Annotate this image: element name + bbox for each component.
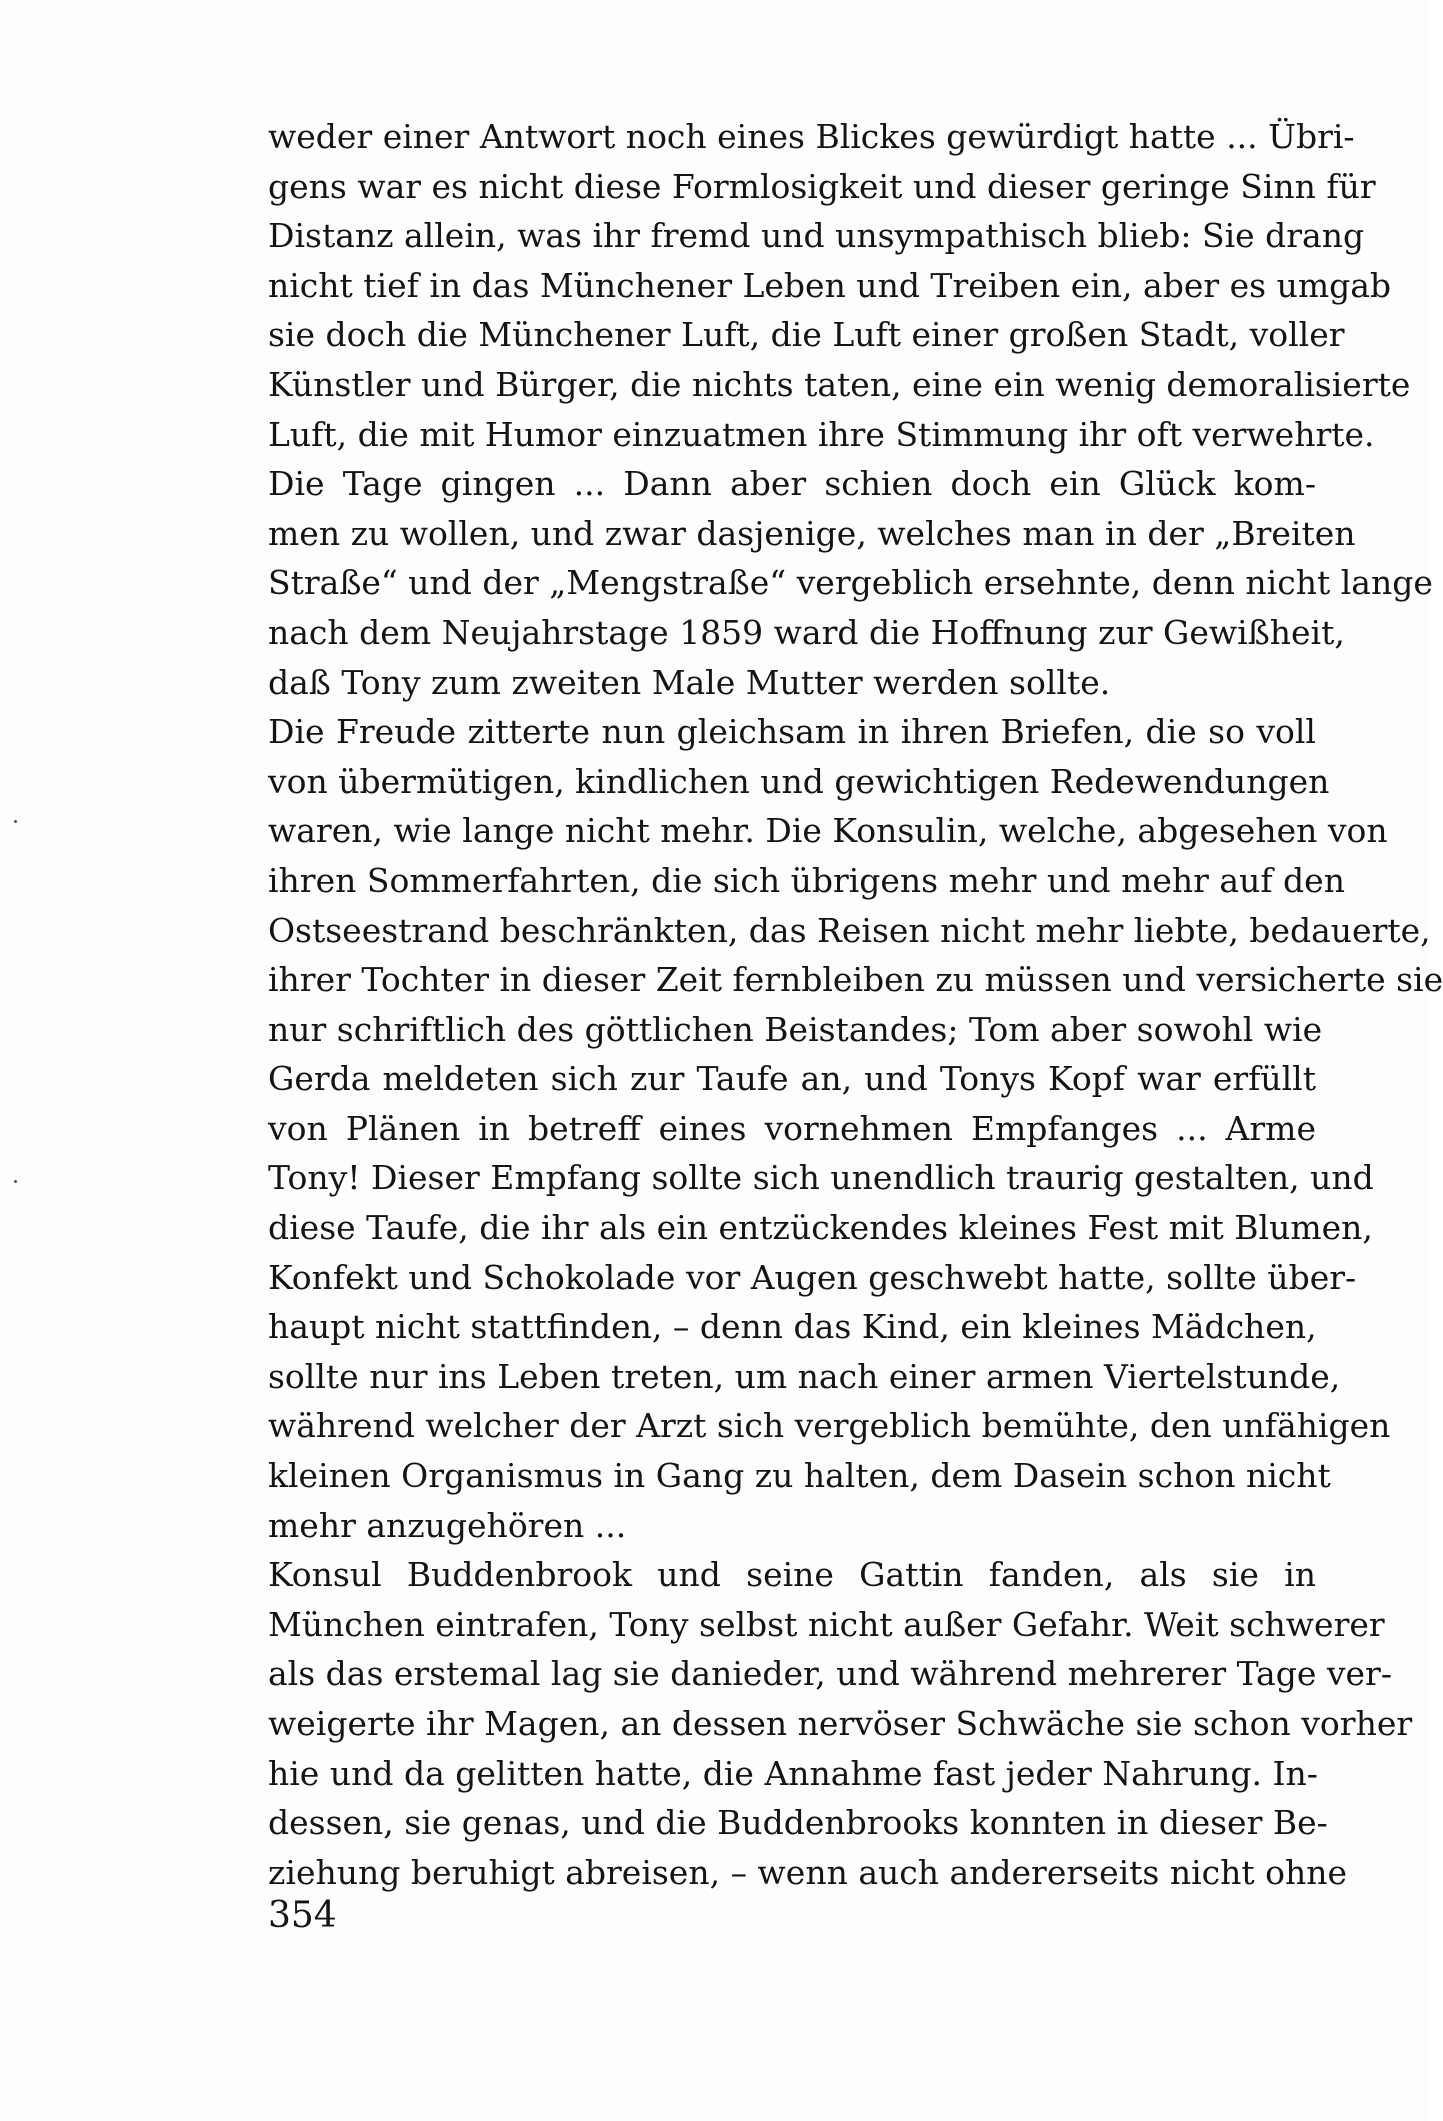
text-line: von Plänen in betreff eines vornehmen Empfanges ... Arme — [268, 1108, 1316, 1148]
text-line: ihren Sommerfahrten, die sich übrigens mehr und mehr auf den — [268, 860, 1345, 900]
text-line: Die Freude zitterte nun gleichsam in ihren Briefen, die so voll — [268, 712, 1316, 752]
text-line: Ostseestrand beschränkten, das Reisen nicht mehr liebte, bedauerte, — [268, 910, 1431, 950]
text-line: weder einer Antwort noch eines Blickes gewürdigt hatte ... Übri- — [268, 117, 1355, 156]
scan-speck — [14, 820, 17, 823]
text-line: Tony! Dieser Empfang sollte sich unendlich traurig gestalten, und — [268, 1158, 1374, 1198]
paragraph — [268, 707, 1443, 1550]
text-line: Die Tage gingen ... Dann aber schien doch ein Glück kom- — [268, 464, 1316, 504]
text-line: ziehung beruhigt abreisen, – wenn auch andererseits nicht ohne — [268, 1852, 1348, 1892]
text-line: nach dem Neujahrstage 1859 ward die Hoffnung zur Gewißheit, — [268, 612, 1345, 652]
page-body-text — [268, 112, 1443, 1897]
text-line: während welcher der Arzt sich vergeblich bemühte, den unfähigen — [268, 1406, 1391, 1446]
text-line: haupt nicht stattfinden, – denn das Kind, ein kleines Mädchen, — [268, 1307, 1317, 1347]
text-line: Künstler und Bürger, die nichts taten, eine ein wenig demoralisierte — [268, 364, 1411, 404]
text-line: sie doch die Münchener Luft, die Luft einer großen Stadt, voller — [268, 315, 1345, 355]
text-line: Straße“ und der „Mengstraße“ vergeblich ersehnte, denn nicht lange — [268, 563, 1433, 603]
text-line: sollte nur ins Leben treten, um nach einer armen Viertelstunde, — [268, 1356, 1341, 1396]
text-line: als das erstemal lag sie danieder, und während mehrerer Tage ver- — [268, 1654, 1392, 1694]
text-line: Konfekt und Schokolade vor Augen geschwebt hatte, sollte über- — [268, 1257, 1357, 1297]
text-line: Luft, die mit Humor einzuatmen ihre Stimmung ihr oft verwehrte. — [268, 414, 1375, 454]
text-line: Distanz allein, was ihr fremd und unsympathisch blieb: Sie drang — [268, 216, 1365, 256]
text-line: nicht tief in das Münchener Leben und Treiben ein, aber es umgab — [268, 265, 1392, 305]
paragraph — [268, 459, 1433, 707]
page-number: 354 — [268, 1895, 337, 1936]
paragraph — [268, 1550, 1413, 1897]
text-line: dessen, sie genas, und die Buddenbrooks konnten in dieser Be- — [268, 1803, 1328, 1843]
text-line: gens war es nicht diese Formlosigkeit und dieser geringe Sinn für — [268, 166, 1376, 206]
text-line: men zu wollen, und zwar dasjenige, welches man in der „Breiten — [268, 513, 1356, 553]
text-line: kleinen Organismus in Gang zu halten, dem Dasein schon nicht — [268, 1456, 1331, 1496]
text-line: von übermütigen, kindlichen und gewichtigen Redewendungen — [268, 761, 1330, 801]
text-line: nur schriftlich des göttlichen Beistandes; Tom aber sowohl wie — [268, 1009, 1323, 1049]
paragraph — [268, 112, 1411, 459]
text-line: waren, wie lange nicht mehr. Die Konsulin, welche, abgesehen von — [268, 811, 1388, 851]
text-line: Konsul Buddenbrook und seine Gattin fanden, als sie in — [268, 1555, 1316, 1595]
text-line: hie und da gelitten hatte, die Annahme fast jeder Nahrung. In- — [268, 1753, 1318, 1793]
text-line: daß Tony zum zweiten Male Mutter werden sollte. — [268, 662, 1111, 702]
text-line: ihrer Tochter in dieser Zeit fernbleiben zu müssen und versicherte sie — [268, 960, 1443, 1000]
text-line: München eintrafen, Tony selbst nicht außer Gefahr. Weit schwerer — [268, 1604, 1385, 1644]
text-line: mehr anzugehören ... — [268, 1505, 627, 1545]
scan-speck — [14, 1180, 17, 1183]
text-line: diese Taufe, die ihr als ein entzückendes kleines Fest mit Blumen, — [268, 1208, 1373, 1248]
text-line: weigerte ihr Magen, an dessen nervöser Schwäche sie schon vorher — [268, 1704, 1413, 1743]
text-line: Gerda meldeten sich zur Taufe an, und Tonys Kopf war erfüllt — [268, 1059, 1316, 1099]
